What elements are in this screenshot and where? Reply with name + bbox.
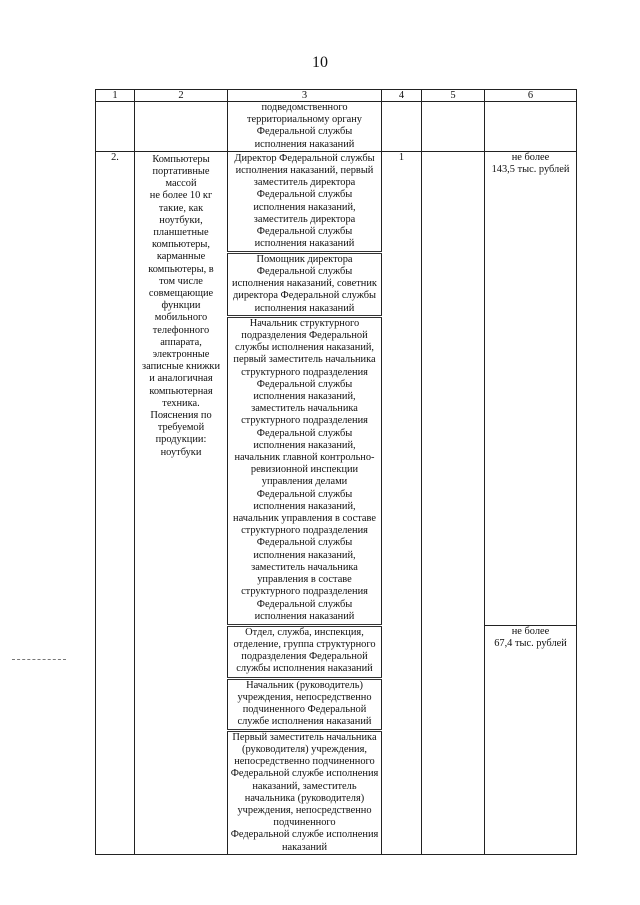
- header-col-6: 6: [485, 90, 577, 102]
- cont-cell-5: [422, 102, 485, 152]
- item-number: 2.: [96, 151, 135, 854]
- cont-position: подведомственного территориальному органу Федеральной службы исполнения наказаний: [228, 102, 382, 152]
- position-group-1: Директор Федеральной службы исполнения наказаний, первый заместитель директора Федеральной службы исполнения наказаний, заместитель директора Федеральной службы исполнения наказаний: [228, 151, 382, 252]
- position-group-3: Начальник структурного подразделения Федеральной службы исполнения наказаний, первый заместитель начальника структурного подразделения Федеральной службы исполнения наказаний, заместитель начальника структурного подразделения Федеральной службы исполнения наказаний, начальник главной контрольно- ревизионной инспекции управления делами Федеральной службы исполнения наказаний, начальник управления в составе структурного подразделения Федеральной службы исполнения наказаний, заместитель начальника управления в составе структурного подразделения Федеральной службы исполнения наказаний: [228, 316, 382, 625]
- header-col-4: 4: [382, 90, 422, 102]
- item-col-5: [422, 151, 485, 854]
- table-row: [96, 151, 577, 252]
- cont-cell-4: [382, 102, 422, 152]
- continuation-row: [96, 102, 577, 152]
- page-number: 10: [312, 54, 328, 71]
- header-col-2: 2: [135, 90, 228, 102]
- header-col-3: 3: [228, 90, 382, 102]
- item-quantity: 1: [382, 151, 422, 854]
- cont-cell-1: [96, 102, 135, 152]
- header-row: [96, 90, 577, 102]
- item-name: Компьютеры портативные массой не более 10 кг такие, как ноутбуки, планшетные компьютеры, карманные компьютеры, в том числе совмещающие функции мобильного телефонного аппарата, электронные записные книжки и аналогичная компьютерная техника. Пояснения по требуемой продукции: ноутбуки: [135, 151, 228, 854]
- header-col-1: 1: [96, 90, 135, 102]
- cont-cell-6: [485, 102, 577, 152]
- norms-table: [95, 89, 577, 855]
- price-limit-high: не более 143,5 тыс. рублей: [485, 151, 577, 625]
- margin-mark: [12, 659, 66, 660]
- cont-cell-2: [135, 102, 228, 152]
- position-group-4: Отдел, служба, инспекция, отделение, группа структурного подразделения Федеральной службы исполнения наказаний: [228, 625, 382, 678]
- header-col-5: 5: [422, 90, 485, 102]
- price-limit-low: не более 67,4 тыс. рублей: [485, 625, 577, 854]
- position-group-5: Начальник (руководитель) учреждения, непосредственно подчиненного Федеральной службе исполнения наказаний: [228, 678, 382, 730]
- position-group-6: Первый заместитель начальника (руководителя) учреждения, непосредственно подчиненного Федеральной службе исполнения наказаний, заместитель начальника (руководителя) учреждения, непосредственно подчиненного Федеральной службе исполнения наказаний: [228, 730, 382, 854]
- position-group-2: Помощник директора Федеральной службы исполнения наказаний, советник директора Федеральной службы исполнения наказаний: [228, 252, 382, 316]
